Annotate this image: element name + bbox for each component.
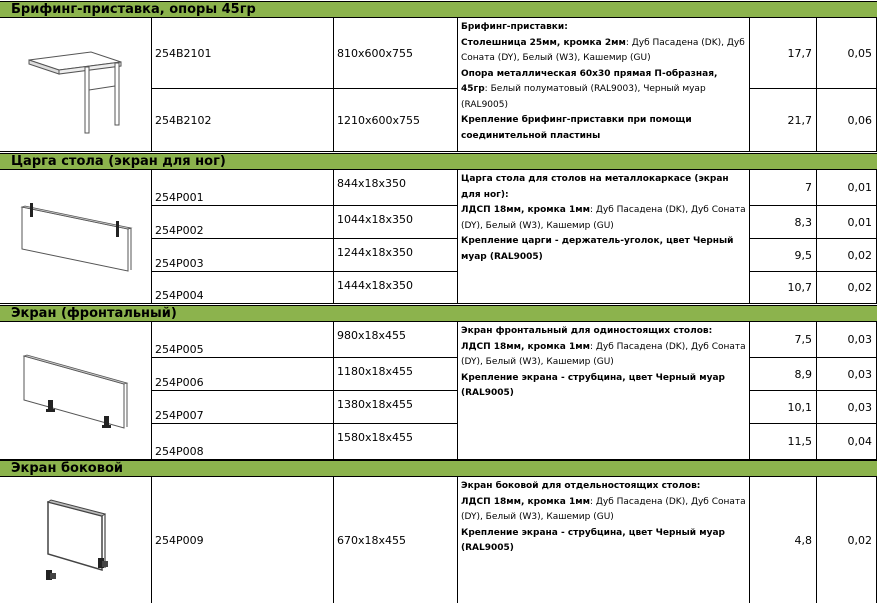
product-weight: 4,8: [750, 477, 817, 603]
product-weight: 7,5: [750, 322, 817, 358]
product-size: 1180х18х455: [334, 358, 458, 391]
product-weight: 17,7: [750, 18, 817, 89]
section-header: Экран (фронтальный): [0, 305, 877, 322]
side-screen-icon: [0, 477, 152, 603]
product-size: 810х600х755: [334, 18, 458, 89]
product-size: 1444х18х350: [334, 272, 458, 304]
product-weight: 9,5: [750, 239, 817, 272]
product-code: 254P003: [152, 239, 334, 272]
product-volume: 0,04: [817, 424, 877, 460]
product-size: 1580х18х455: [334, 424, 458, 460]
product-volume: 0,03: [817, 391, 877, 424]
product-volume: 0,03: [817, 322, 877, 358]
product-code: 254P005: [152, 322, 334, 358]
front-screen-icon: [0, 322, 152, 460]
product-size: 1044х18х350: [334, 206, 458, 239]
product-weight: 11,5: [750, 424, 817, 460]
product-weight: 10,7: [750, 272, 817, 304]
product-code: 254P006: [152, 358, 334, 391]
product-weight: 8,3: [750, 206, 817, 239]
product-code: 254P007: [152, 391, 334, 424]
product-code: 254P008: [152, 424, 334, 460]
product-volume: 0,02: [817, 272, 877, 304]
section-header: Брифинг-приставка, опоры 45гр: [0, 1, 877, 18]
product-volume: 0,03: [817, 358, 877, 391]
product-size: 844х18х350: [334, 170, 458, 206]
product-size: 980х18х455: [334, 322, 458, 358]
product-weight: 7: [750, 170, 817, 206]
product-description: Царга стола для столов на металлокаркасе (экран для ног): ЛДСП 18мм, кромка 1мм: Дуб Пасадена (DK), Дуб Соната (DY), Белый (W3), Кашемир (GU) Крепление царги - держатель-уголок, цвет Черный муар (RAL9005): [458, 170, 750, 304]
product-size: 670х18х455: [334, 477, 458, 603]
product-code: 254P004: [152, 272, 334, 304]
product-volume: 0,01: [817, 170, 877, 206]
product-code: 254P002: [152, 206, 334, 239]
product-code: 254B2101: [152, 18, 334, 89]
product-weight: 21,7: [750, 89, 817, 152]
product-code: 254P001: [152, 170, 334, 206]
product-size: 1210х600х755: [334, 89, 458, 152]
product-code: 254P009: [152, 477, 334, 603]
product-volume: 0,02: [817, 239, 877, 272]
section-header: Царга стола (экран для ног): [0, 153, 877, 170]
briefing-table-icon: [0, 18, 152, 152]
product-weight: 10,1: [750, 391, 817, 424]
product-description: Брифинг-приставки: Столешница 25мм, кромка 2мм: Дуб Пасадена (DK), Дуб Соната (DY), Белый (W3), Кашемир (GU) Опора металлическая 60х30 прямая П-образная, 45гр: Белый полуматовый (RAL9003), Черный муар (RAL9005) Крепление брифинг-приставки при помощи соединительной пластины: [458, 18, 750, 152]
product-size: 1244х18х350: [334, 239, 458, 272]
product-size: 1380х18х455: [334, 391, 458, 424]
product-volume: 0,02: [817, 477, 877, 603]
product-volume: 0,01: [817, 206, 877, 239]
product-volume: 0,06: [817, 89, 877, 152]
product-code: 254B2102: [152, 89, 334, 152]
product-weight: 8,9: [750, 358, 817, 391]
product-description: Экран боковой для отдельностоящих столов: ЛДСП 18мм, кромка 1мм: Дуб Пасадена (DK), Дуб Соната (DY), Белый (W3), Кашемир (GU) Крепление экрана - струбцина, цвет Черный муар (RAL9005): [458, 477, 750, 603]
product-description: Экран фронтальный для одиностоящих столов: ЛДСП 18мм, кромка 1мм: Дуб Пасадена (DK), Дуб Соната (DY), Белый (W3), Кашемир (GU) Крепление экрана - струбцина, цвет Черный муар (RAL9005): [458, 322, 750, 460]
section-header: Экран боковой: [0, 460, 877, 477]
modesty-panel-icon: [0, 170, 152, 304]
product-volume: 0,05: [817, 18, 877, 89]
